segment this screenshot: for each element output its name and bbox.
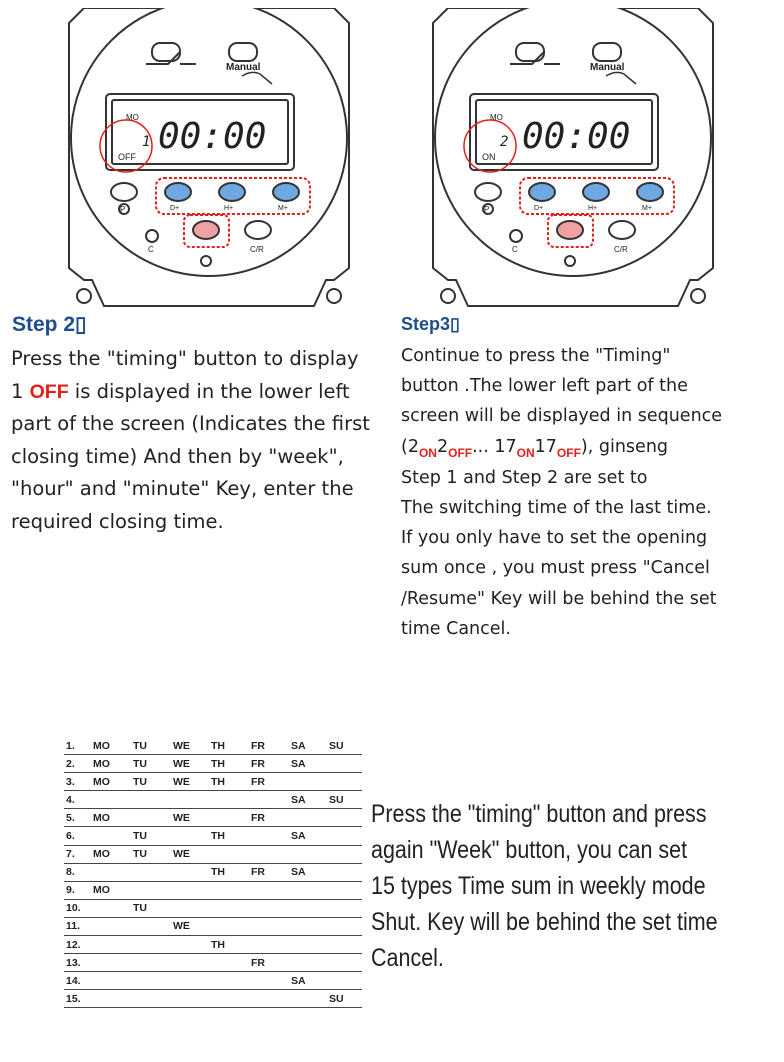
table-cell <box>91 990 131 1008</box>
desc-line-3: 15 types Time sum in weekly mode <box>371 872 706 900</box>
table-cell: 11. <box>64 917 91 935</box>
table-cell <box>131 863 171 881</box>
step3-line-6: The switching time of the last time. <box>401 498 712 519</box>
program-number: 2 <box>500 134 509 150</box>
svg-text:H+: H+ <box>588 205 598 212</box>
table-cell <box>289 773 327 791</box>
table-cell <box>249 827 289 845</box>
step2-line-1: Press the "timing" button to display <box>11 347 359 370</box>
table-cell: 8. <box>64 863 91 881</box>
timing-button <box>557 221 583 239</box>
table-cell <box>131 809 171 827</box>
svg-text:C/R: C/R <box>250 245 264 254</box>
program-number: 1 <box>142 134 151 150</box>
table-cell: FR <box>249 863 289 881</box>
table-row <box>64 990 362 1008</box>
table-cell <box>91 899 131 917</box>
table-cell <box>327 755 362 773</box>
svg-text:H+: H+ <box>224 205 234 212</box>
table-cell <box>209 791 249 809</box>
table-cell <box>171 827 209 845</box>
table-cell <box>249 791 289 809</box>
step2-line-3: part of the screen (Indicates the first <box>11 412 370 435</box>
step3-line-10: time Cancel. <box>401 618 511 639</box>
table-cell: WE <box>171 917 209 935</box>
table-cell <box>91 827 131 845</box>
table-cell <box>131 881 171 899</box>
step3-line-9: /Resume" Key will be behind the set <box>401 588 717 609</box>
table-cell: FR <box>249 755 289 773</box>
table-cell <box>91 954 131 972</box>
table-cell <box>289 990 327 1008</box>
table-cell <box>327 954 362 972</box>
table-cell: SU <box>327 990 362 1008</box>
table-cell <box>289 936 327 954</box>
table-cell: MO <box>91 737 131 755</box>
table-cell: TU <box>131 845 171 863</box>
table-cell: TU <box>131 899 171 917</box>
table-cell <box>91 863 131 881</box>
table-cell: TU <box>131 755 171 773</box>
table-cell <box>249 899 289 917</box>
table-cell <box>91 791 131 809</box>
step3-line-1: Continue to press the "Timing" <box>401 346 671 366</box>
p-button <box>475 183 501 201</box>
table-cell: WE <box>171 845 209 863</box>
table-row <box>64 954 362 972</box>
step3-line-2: button .The lower left part of the <box>401 376 688 397</box>
table-row <box>64 809 362 827</box>
table-cell: TH <box>209 936 249 954</box>
table-cell <box>131 954 171 972</box>
svg-text:D+: D+ <box>534 205 544 212</box>
table-cell: 15. <box>64 990 91 1008</box>
svg-text:D+: D+ <box>170 205 180 212</box>
step3-line-3: screen will be displayed in sequence <box>401 406 723 427</box>
table-cell <box>327 809 362 827</box>
table-cell: 10. <box>64 899 91 917</box>
table-row <box>64 773 362 791</box>
svg-text:P: P <box>484 205 490 214</box>
cr-button <box>245 221 271 239</box>
table-cell: MO <box>91 809 131 827</box>
table-cell: TU <box>131 773 171 791</box>
table-cell: FR <box>249 773 289 791</box>
table-cell <box>131 972 171 990</box>
table-cell: 5. <box>64 809 91 827</box>
timer-device-1 <box>64 8 354 308</box>
table-cell <box>209 990 249 1008</box>
weekly-mode-description <box>371 796 774 976</box>
table-cell: 1. <box>64 737 91 755</box>
table-cell <box>327 881 362 899</box>
table-cell <box>91 936 131 954</box>
p-button <box>111 183 137 201</box>
table-cell: WE <box>171 755 209 773</box>
d-plus-button <box>529 183 555 201</box>
table-cell <box>249 990 289 1008</box>
table-cell <box>171 899 209 917</box>
table-cell: TU <box>131 827 171 845</box>
desc-line-4: Shut. Key will be behind the set time <box>371 908 718 936</box>
table-cell <box>327 845 362 863</box>
table-cell: TH <box>209 737 249 755</box>
d-plus-button <box>165 183 191 201</box>
table-cell: 2. <box>64 755 91 773</box>
table-cell: 7. <box>64 845 91 863</box>
svg-text:C: C <box>148 245 154 254</box>
step3-line-7: If you only have to set the opening <box>401 528 708 549</box>
svg-text:P: P <box>120 205 126 214</box>
desc-line-5: Cancel. <box>371 944 444 972</box>
table-cell <box>209 845 249 863</box>
svg-text:M+: M+ <box>278 205 288 212</box>
step2-title: Step 2▯ <box>12 313 87 336</box>
table-row <box>64 845 362 863</box>
table-cell <box>327 827 362 845</box>
table-cell <box>91 972 131 990</box>
table-cell <box>327 936 362 954</box>
svg-text:C/R: C/R <box>614 245 628 254</box>
table-cell: 6. <box>64 827 91 845</box>
m-plus-button <box>273 183 299 201</box>
step2-line-4: closing time) And then by "week", <box>11 444 344 468</box>
table-cell: FR <box>249 809 289 827</box>
cr-button <box>609 221 635 239</box>
table-row <box>64 899 362 917</box>
table-row <box>64 936 362 954</box>
table-cell <box>289 899 327 917</box>
table-cell <box>171 954 209 972</box>
table-cell: 3. <box>64 773 91 791</box>
table-cell: TH <box>209 827 249 845</box>
table-cell <box>327 863 362 881</box>
day-label: MO <box>490 113 503 122</box>
table-cell <box>171 936 209 954</box>
table-cell: TH <box>209 773 249 791</box>
step2-line-6: required closing time. <box>11 509 224 533</box>
step2-text <box>11 343 370 538</box>
timer-device-2 <box>428 8 718 308</box>
table-row <box>64 917 362 935</box>
table-cell <box>171 972 209 990</box>
step2-line-5: "hour" and "minute" Key, enter the <box>11 477 354 500</box>
table-cell: TU <box>131 737 171 755</box>
table-row <box>64 863 362 881</box>
table-cell <box>171 881 209 899</box>
step3-line-5: Step 1 and Step 2 are set to <box>401 467 648 488</box>
table-cell <box>249 845 289 863</box>
state-label: OFF <box>118 152 136 162</box>
desc-line-2: again "Week" button, you can set <box>371 836 688 864</box>
table-cell <box>289 845 327 863</box>
table-cell <box>131 936 171 954</box>
table-cell <box>131 917 171 935</box>
table-cell: TH <box>209 755 249 773</box>
table-cell: MO <box>91 881 131 899</box>
table-cell: FR <box>249 954 289 972</box>
table-cell <box>327 917 362 935</box>
weekly-mode-table <box>64 737 362 1008</box>
table-cell <box>289 809 327 827</box>
table-cell <box>209 917 249 935</box>
table-cell <box>209 881 249 899</box>
desc-line-1: Press the "timing" button and press <box>371 800 707 828</box>
h-plus-button <box>583 183 609 201</box>
timing-button <box>193 221 219 239</box>
table-cell: TH <box>209 863 249 881</box>
table-cell <box>209 972 249 990</box>
table-cell <box>209 899 249 917</box>
h-plus-button <box>219 183 245 201</box>
table-cell <box>327 899 362 917</box>
table-cell <box>91 917 131 935</box>
off-indicator: OFF <box>29 380 69 403</box>
manual-label: Manual <box>590 62 625 73</box>
table-cell: SU <box>327 791 362 809</box>
table-cell <box>289 881 327 899</box>
c-button <box>510 230 522 242</box>
table-cell: SA <box>289 827 327 845</box>
table-cell <box>131 990 171 1008</box>
table-cell: 13. <box>64 954 91 972</box>
table-cell: FR <box>249 737 289 755</box>
table-cell: SA <box>289 791 327 809</box>
table-cell <box>327 773 362 791</box>
step3-sequence: ($2_{ON}2_{OFF}$... $17_{ON}17_{OFF}$), ginseng <box>401 436 669 460</box>
table-cell: MO <box>91 845 131 863</box>
table-cell: SU <box>327 737 362 755</box>
c-button <box>146 230 158 242</box>
table-cell <box>171 863 209 881</box>
time-display: 00:00 <box>158 116 267 157</box>
svg-text:C: C <box>512 245 518 254</box>
manual-label: Manual <box>226 62 261 73</box>
table-row <box>64 737 362 755</box>
table-row <box>64 827 362 845</box>
table-row <box>64 791 362 809</box>
table-cell: 4. <box>64 791 91 809</box>
day-label: MO <box>126 113 139 122</box>
m-plus-button <box>637 183 663 201</box>
table-cell <box>171 791 209 809</box>
table-cell <box>249 881 289 899</box>
table-cell: WE <box>171 773 209 791</box>
table-row <box>64 755 362 773</box>
table-cell: 14. <box>64 972 91 990</box>
step3-text <box>401 341 722 644</box>
svg-text:M+: M+ <box>642 205 652 212</box>
table-cell <box>289 917 327 935</box>
table-cell <box>289 954 327 972</box>
table-cell <box>249 972 289 990</box>
table-row <box>64 881 362 899</box>
table-cell <box>209 954 249 972</box>
step2-line-2: 1 OFF is displayed in the lower left <box>11 379 350 403</box>
table-cell: MO <box>91 773 131 791</box>
table-cell: WE <box>171 809 209 827</box>
table-cell <box>327 972 362 990</box>
table-cell: SA <box>289 863 327 881</box>
table-cell <box>209 809 249 827</box>
state-label: ON <box>482 152 496 162</box>
table-cell <box>171 990 209 1008</box>
table-cell: 9. <box>64 881 91 899</box>
table-cell: MO <box>91 755 131 773</box>
table-row <box>64 972 362 990</box>
table-cell <box>249 917 289 935</box>
table-cell: WE <box>171 737 209 755</box>
table-cell: 12. <box>64 936 91 954</box>
table-cell <box>249 936 289 954</box>
step3-line-8: sum once , you must press "Cancel <box>401 558 710 579</box>
table-cell: SA <box>289 755 327 773</box>
step3-title: Step3▯ <box>401 314 460 334</box>
table-cell <box>131 791 171 809</box>
time-display: 00:00 <box>522 116 631 157</box>
table-cell: SA <box>289 972 327 990</box>
table-cell: SA <box>289 737 327 755</box>
